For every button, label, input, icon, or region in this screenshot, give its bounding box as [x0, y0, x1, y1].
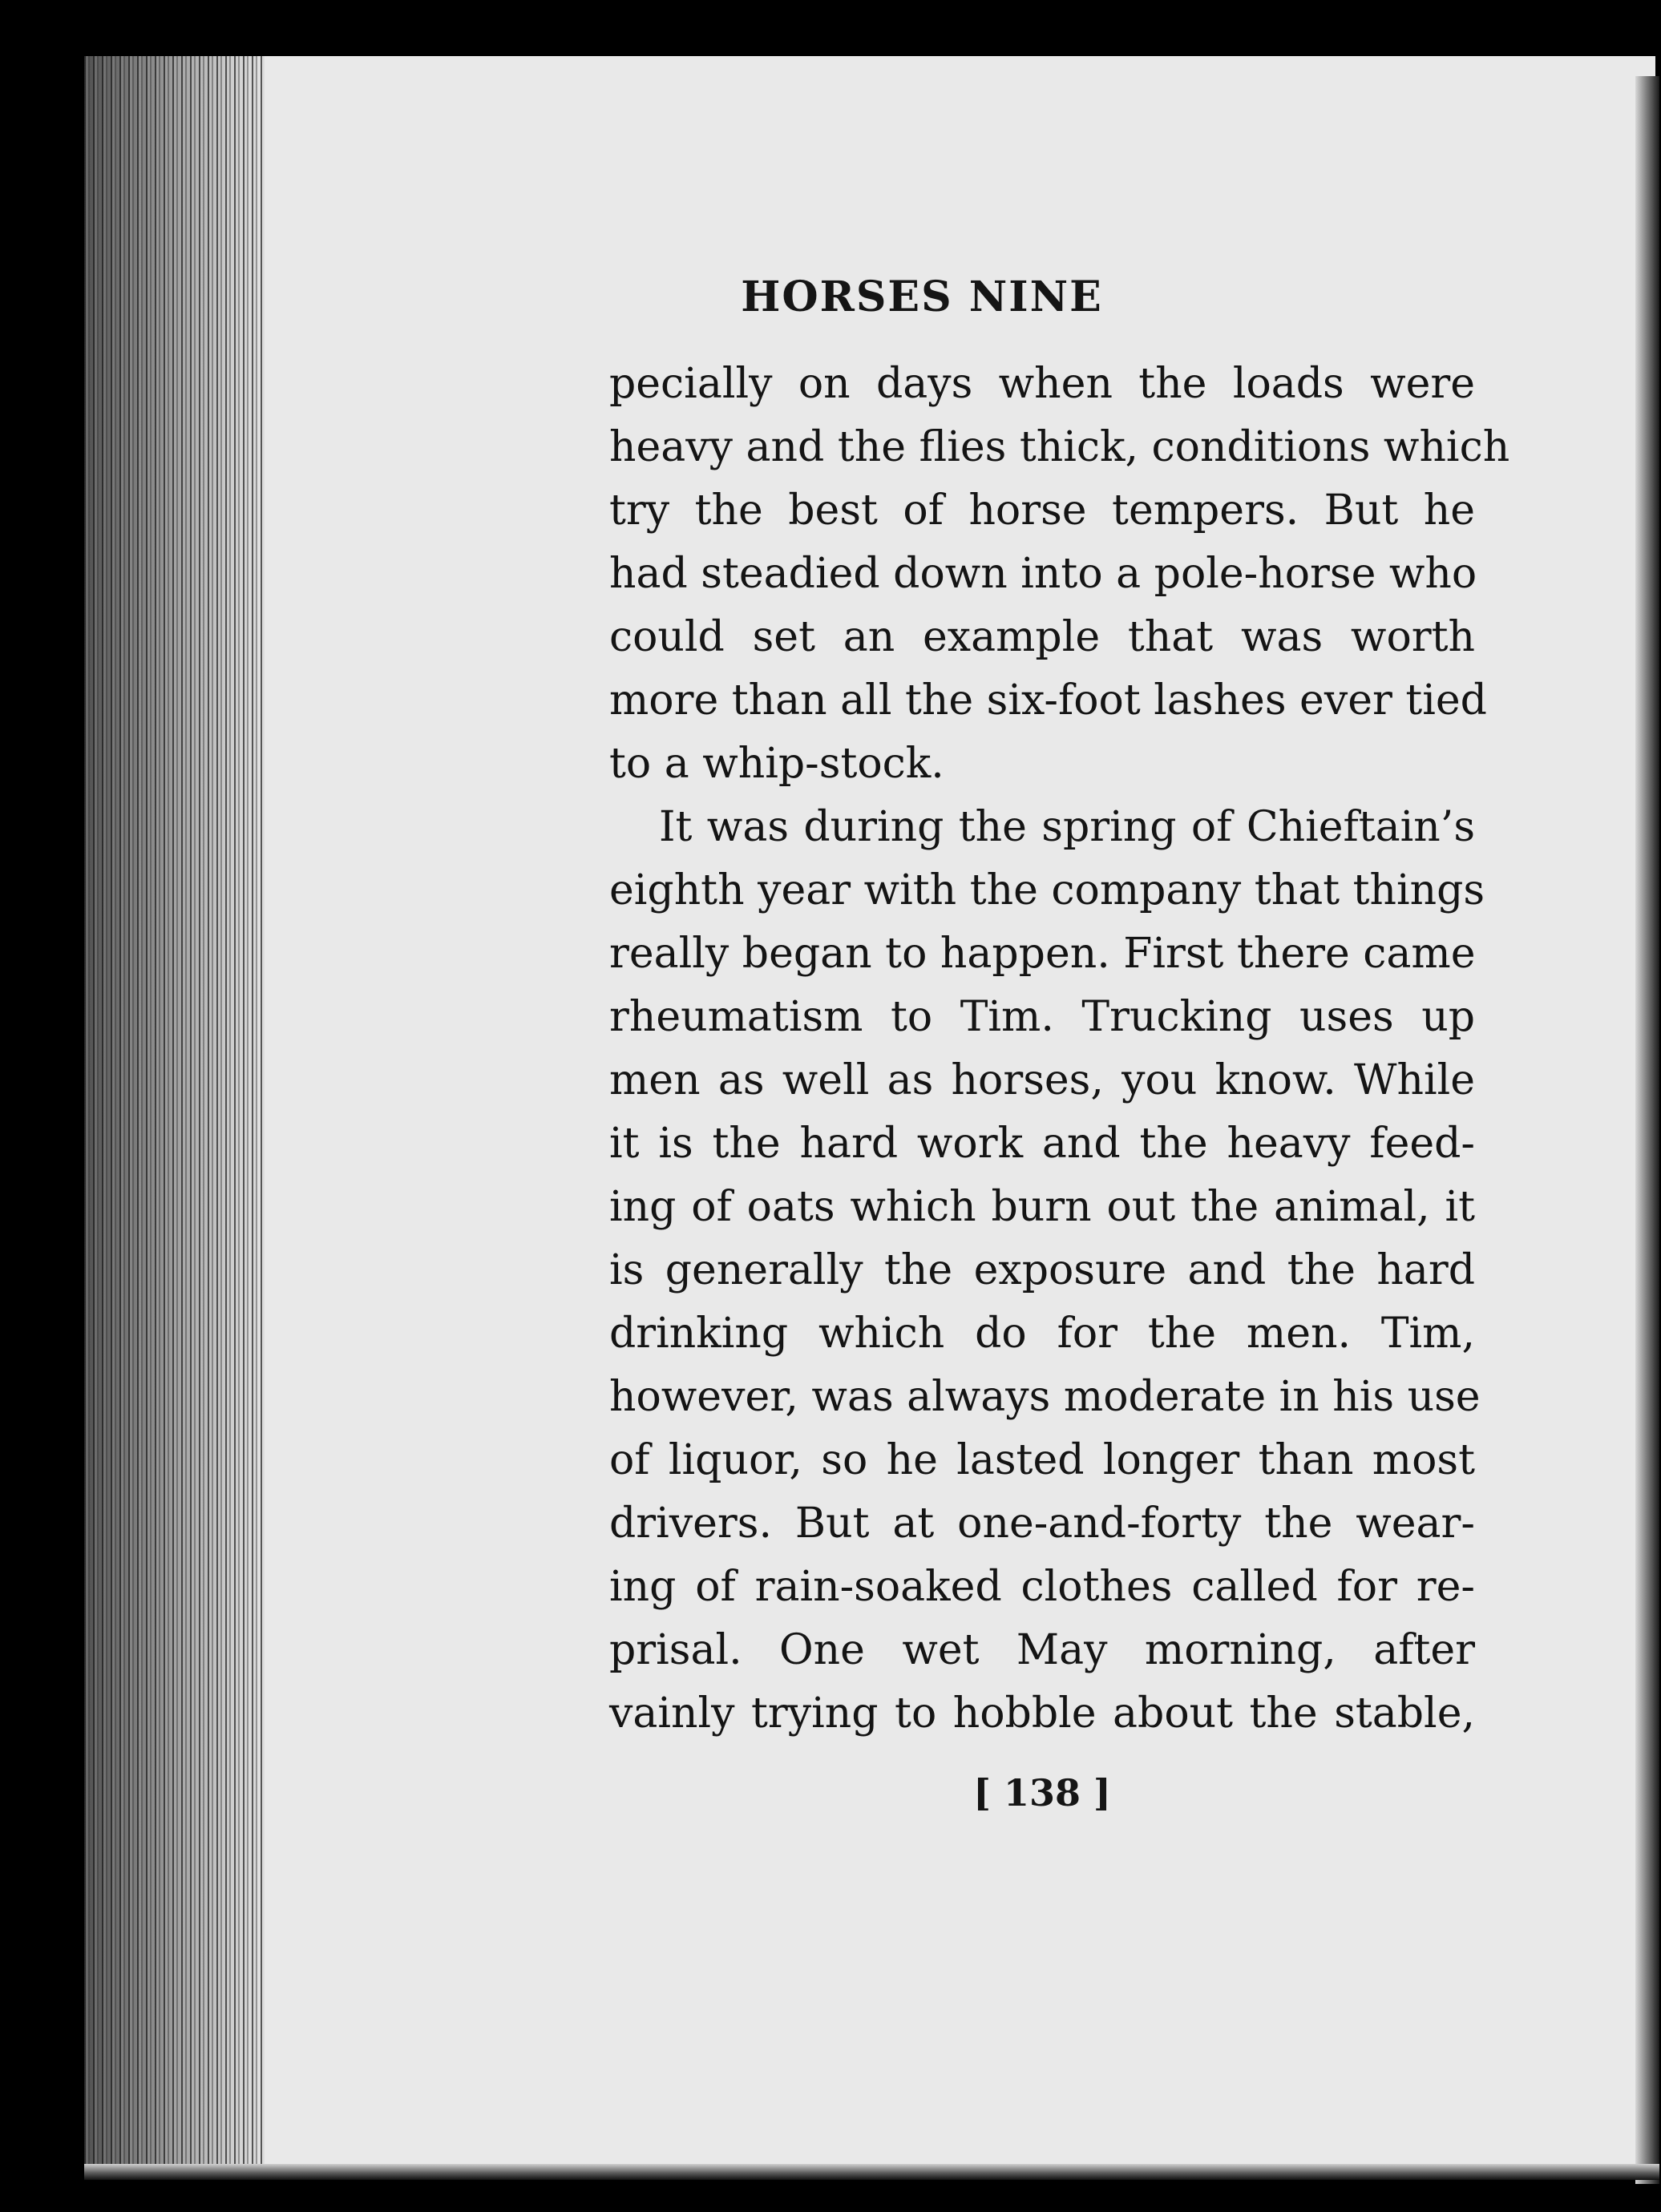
text-line: really began to happen. First there came — [609, 930, 1476, 978]
text-line: prisal. One wet May morning, after — [609, 1626, 1475, 1674]
paragraph-1 — [609, 353, 1510, 796]
running-head: HORSES NINE — [741, 272, 1103, 321]
text-line: is generally the exposure and the hard — [609, 1246, 1475, 1294]
text-line: rheumatism to Tim. Trucking uses up — [609, 993, 1475, 1041]
text-line: could set an example that was worth — [609, 613, 1475, 661]
text-line: eighth year with the company that things — [609, 866, 1485, 914]
text-line: to a whip-stock. — [609, 740, 944, 788]
text-line: had steadied down into a pole-horse who — [609, 550, 1477, 598]
paragraph-2 — [609, 796, 1485, 1746]
page-number: [ 138 ] — [973, 1771, 1111, 1814]
text-line: ing of oats which burn out the animal, it — [609, 1183, 1475, 1231]
text-line: however, was always moderate in his use — [609, 1373, 1481, 1421]
text-line: more than all the six-foot lashes ever tied — [609, 676, 1487, 725]
text-line: drivers. But at one-and-forty the wear- — [609, 1500, 1475, 1548]
text-line: men as well as horses, you know. While — [609, 1056, 1475, 1104]
text-line: of liquor, so he lasted longer than most — [609, 1436, 1475, 1484]
page-stack-edges — [84, 56, 265, 2180]
text-line: try the best of horse tempers. But he — [609, 486, 1475, 535]
page-right-edge — [1635, 76, 1659, 2184]
text-line: it is the hard work and the heavy feed- — [609, 1120, 1475, 1168]
text-line: vainly trying to hobble about the stable, — [609, 1689, 1475, 1738]
body-text — [609, 353, 1510, 1746]
text-line: heavy and the flies thick, conditions which — [609, 423, 1510, 471]
text-line: ing of rain-soaked clothes called for re- — [609, 1563, 1475, 1611]
text-line: drinking which do for the men. Tim, — [609, 1310, 1475, 1358]
text-line: It was during the spring of Chieftain’s — [659, 803, 1475, 851]
page-bottom-edge — [84, 2164, 1659, 2180]
text-line: pecially on days when the loads were — [609, 360, 1475, 408]
